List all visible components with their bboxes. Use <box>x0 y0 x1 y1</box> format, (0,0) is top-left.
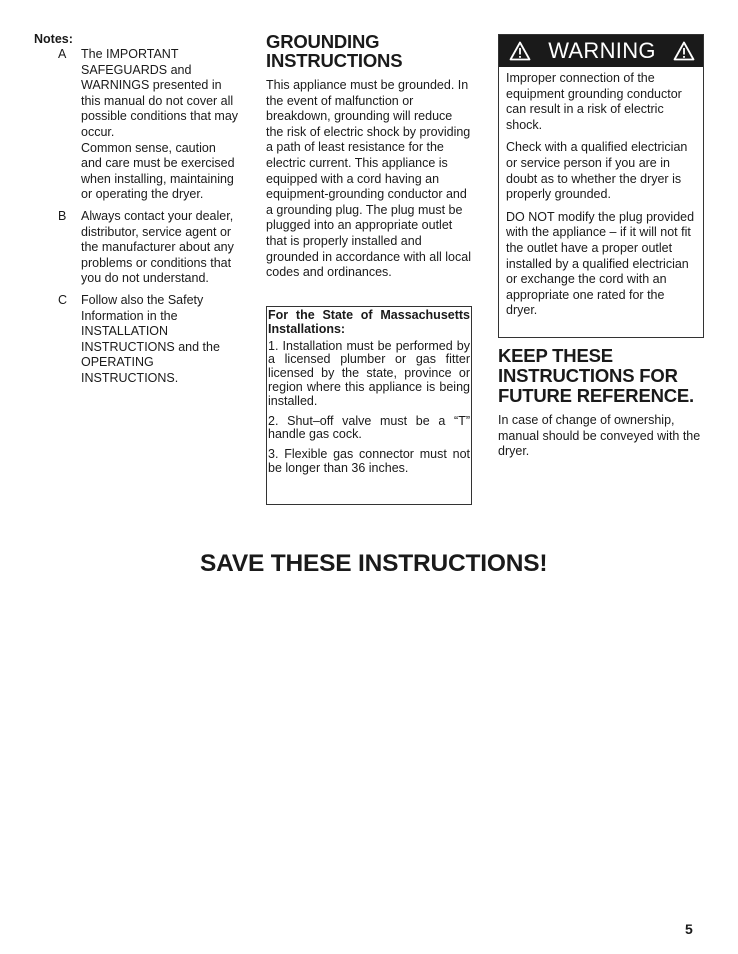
warning-box <box>498 34 704 338</box>
page-number: 5 <box>685 921 693 937</box>
grounding-heading <box>266 32 472 70</box>
grounding-body: This appliance must be grounded. In the event of malfunction or breakdown, grounding will reduce the risk of electric shock by providing a path of least resistance for the electric current. This appliance is equipped with a cord having an equipment-grounding conductor and a grounding plug. The plug must be plugged into an appropriate outlet that is properly installed and grounded in accordance with all local codes and ordinances. <box>266 78 471 280</box>
keep-heading <box>498 346 708 406</box>
note-body <box>81 209 240 287</box>
heading-line: KEEP THESE <box>498 345 613 366</box>
heading-line: INSTRUCTIONS <box>266 50 403 71</box>
note-text: Common sense, caution and care must be exercised when installing, maintaining or operating the dryer. <box>81 140 235 202</box>
note-letter: A <box>58 47 67 61</box>
warning-body <box>499 67 703 319</box>
massachusetts-item: 1. Installation must be performed by a licensed plumber or gas fitter licensed by the state, province or region where this appliance is being installed. <box>268 338 470 408</box>
grounding-section <box>266 32 472 281</box>
heading-line: GROUNDING <box>266 31 380 52</box>
note-body <box>81 293 240 387</box>
note-text: Always contact your dealer, distributor, service agent or the manufacturer about any problems or conditions that you do not understand. <box>81 208 234 286</box>
note-letter: B <box>58 208 67 223</box>
note-text: The IMPORTANT SAFEGUARDS and WARNINGS presented in this manual do not cover all possible conditions that may occur. <box>81 47 239 139</box>
note-text: Follow also the Safety Information in the INSTALLATION INSTRUCTIONS and the OPERATING INSTRUCTIONS. <box>81 292 220 385</box>
keep-instructions-section <box>498 346 708 460</box>
warning-paragraph: Check with a qualified electrician or service person if you are in doubt as to whether the dryer is properly grounded. <box>506 140 688 202</box>
save-instructions-title: SAVE THESE INSTRUCTIONS! <box>200 550 548 577</box>
heading-line: INSTRUCTIONS FOR <box>498 365 678 386</box>
notes-label: Notes: <box>34 32 73 46</box>
massachusetts-item: 2. Shut–off valve must be a “T” handle gas cock. <box>268 413 470 442</box>
warning-paragraph: Improper connection of the equipment grounding conductor can result in a risk of electric shock. <box>506 71 682 132</box>
massachusetts-title: For the State of Massachusetts Installations: <box>268 308 470 336</box>
warning-triangle-icon <box>509 41 531 61</box>
warning-title: WARNING <box>548 38 656 63</box>
note-item <box>34 209 240 287</box>
notes-section <box>34 32 240 392</box>
note-letter: C <box>58 292 68 307</box>
heading-line: FUTURE REFERENCE. <box>498 385 694 406</box>
note-item <box>34 293 240 387</box>
warning-triangle-icon <box>673 41 695 61</box>
warning-header <box>499 35 703 67</box>
warning-paragraph: DO NOT modify the plug provided with the appliance – if it will not fit the outlet have a proper outlet installed by a qualified electrician or exchange the cord with an appropriate one rated for the dryer. <box>506 209 695 318</box>
massachusetts-item: 3. Flexible gas connector must not be longer than 36 inches. <box>268 447 470 475</box>
note-item <box>34 47 240 203</box>
keep-body: In case of change of ownership, manual should be conveyed with the dryer. <box>498 413 701 459</box>
note-body <box>81 47 240 203</box>
massachusetts-box <box>266 306 472 505</box>
